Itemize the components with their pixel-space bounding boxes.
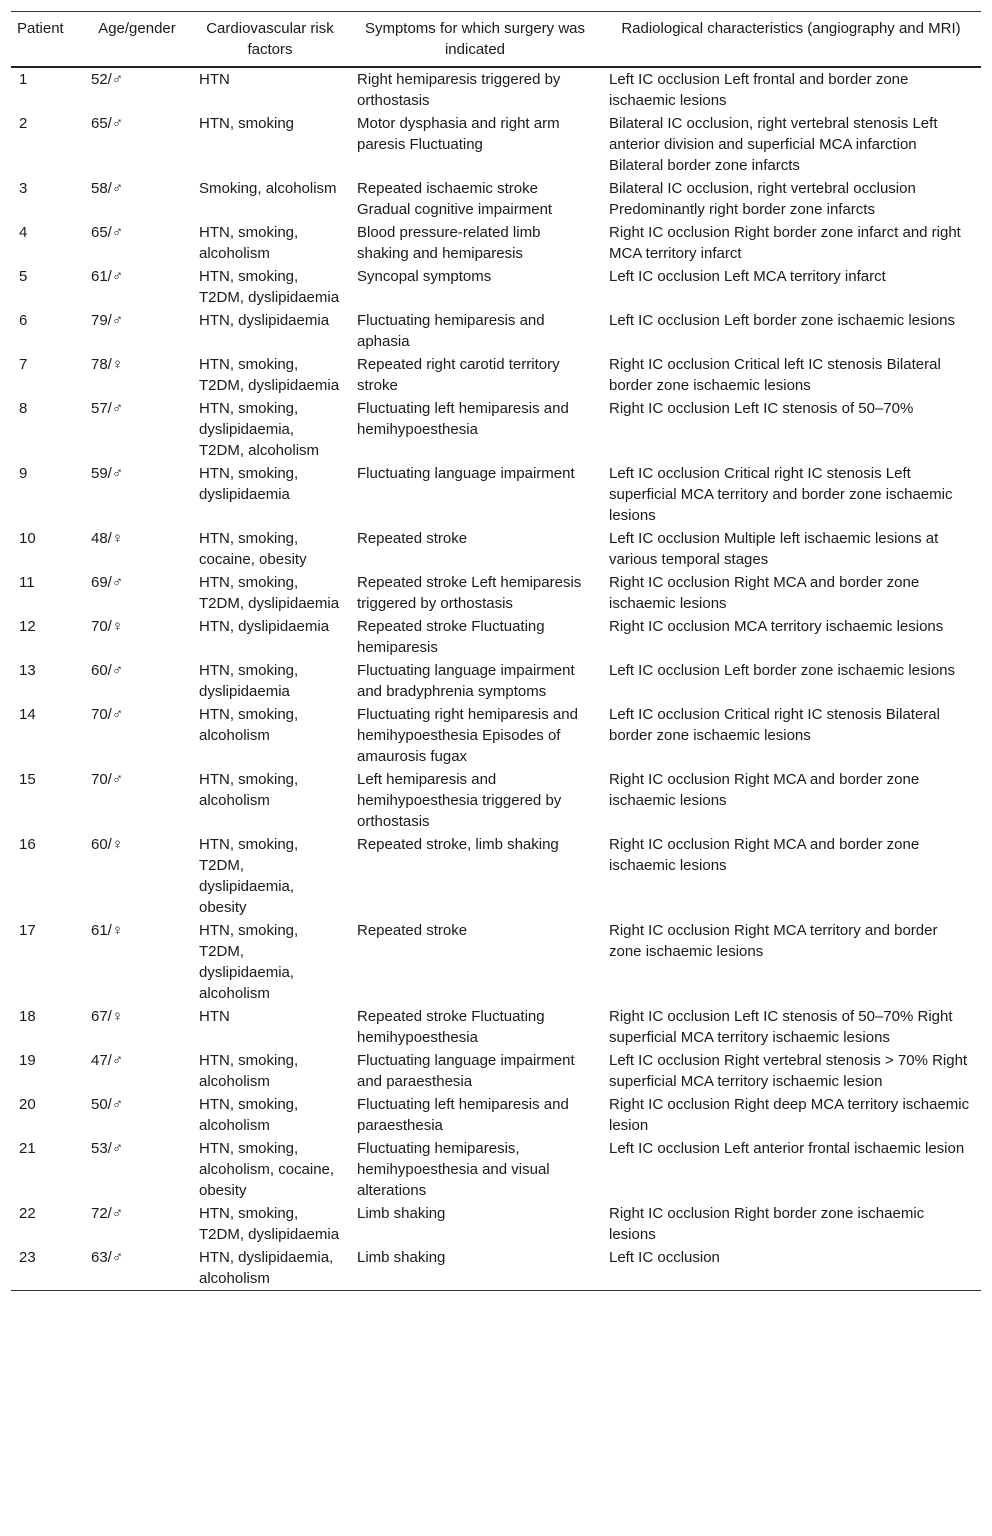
cell-radiology: Left IC occlusion Left border zone ischaemic lesions	[609, 312, 956, 329]
cell-radiology: Right IC occlusion Right deep MCA territory ischaemic lesion	[609, 1096, 970, 1134]
table-header	[11, 12, 981, 68]
cell-age-gender: 65/♂	[91, 224, 124, 241]
cell-risk-factors: HTN, smoking, alcoholism	[199, 771, 299, 809]
cell-age-gender: 69/♂	[91, 574, 124, 591]
cell-patient: 1	[19, 71, 28, 88]
cell-radiology: Bilateral IC occlusion, right vertebral stenosis Left anterior division and superficial MCA infarction Bilateral border zone infarcts	[609, 115, 938, 174]
cell-risk-factors: HTN, dyslipidaemia, alcoholism	[191, 1246, 349, 1291]
cell-risk-factors: HTN, smoking, dyslipidaemia, T2DM, alcoholism	[199, 400, 320, 459]
cell-symptoms: Repeated right carotid territory stroke	[357, 356, 560, 394]
cell-radiology: Right IC occlusion Critical left IC stenosis Bilateral border zone ischaemic lesions	[609, 356, 941, 394]
cell-symptoms: Limb shaking	[357, 1205, 446, 1222]
table-row	[11, 768, 981, 833]
cell-patient: 20	[19, 1096, 36, 1113]
cell-patient: 22	[19, 1205, 36, 1222]
cell-age-gender: 58/♂	[91, 180, 124, 197]
cell-risk-factors: HTN, dyslipidaemia	[199, 618, 330, 635]
table-container	[11, 11, 981, 1291]
table-row	[11, 919, 981, 1005]
cell-age-gender: 65/♂	[91, 115, 124, 132]
cell-age-gender: 61/♂	[91, 268, 124, 285]
cell-symptoms: Right hemiparesis triggered by orthostasis	[357, 71, 561, 109]
cell-patient: 10	[19, 530, 36, 547]
cell-radiology: Left IC occlusion Left MCA territory infarct	[609, 268, 886, 285]
table-body	[11, 67, 981, 1291]
cell-patient: 8	[19, 400, 28, 417]
cell-age-gender: 59/♂	[91, 465, 124, 482]
table-row	[11, 833, 981, 919]
table-row	[11, 309, 981, 353]
table-row	[11, 615, 981, 659]
cell-radiology: Left IC occlusion Multiple left ischaemic lesions at various temporal stages	[609, 530, 939, 568]
cell-risk-factors: Smoking, alcoholism	[199, 180, 337, 197]
cell-age-gender: 70/♂	[91, 771, 124, 788]
patients-table	[11, 11, 981, 1291]
cell-radiology: Left IC occlusion Left border zone ischaemic lesions	[609, 662, 956, 679]
table-row	[11, 67, 981, 112]
cell-patient: 2	[19, 115, 28, 132]
header-risk-factors: Cardiovascular risk factors	[191, 12, 349, 68]
cell-age-gender: 47/♂	[91, 1052, 124, 1069]
cell-symptoms: Syncopal symptoms	[357, 268, 492, 285]
cell-symptoms: Repeated ischaemic stroke Gradual cognitive impairment	[357, 180, 553, 218]
cell-symptoms: Fluctuating language impairment and bradyphrenia symptoms	[357, 662, 575, 700]
cell-radiology: Right IC occlusion Right MCA and border zone ischaemic lesions	[609, 574, 920, 612]
cell-risk-factors: HTN, smoking, alcoholism	[199, 1052, 299, 1090]
cell-symptoms: Repeated stroke	[357, 922, 468, 939]
cell-patient: 4	[19, 224, 28, 241]
cell-symptoms: Fluctuating language impairment and paraesthesia	[357, 1052, 575, 1090]
cell-risk-factors: HTN	[199, 71, 230, 88]
cell-symptoms: Motor dysphasia and right arm paresis Fluctuating	[357, 115, 560, 153]
table-row	[11, 1137, 981, 1202]
cell-radiology: Left IC occlusion	[601, 1246, 981, 1291]
cell-risk-factors: HTN, dyslipidaemia	[199, 312, 330, 329]
cell-risk-factors: HTN, smoking, dyslipidaemia	[199, 662, 299, 700]
cell-risk-factors: HTN, smoking, alcoholism	[199, 706, 299, 744]
table-row	[11, 177, 981, 221]
table-row	[11, 1005, 981, 1049]
cell-risk-factors: HTN, smoking, T2DM, dyslipidaemia, alcoholism	[199, 922, 299, 1002]
cell-risk-factors: HTN, smoking, dyslipidaemia	[199, 465, 299, 503]
cell-radiology: Bilateral IC occlusion, right vertebral occlusion Predominantly right border zone infarcts	[609, 180, 916, 218]
cell-symptoms: Repeated stroke Fluctuating hemiparesis	[357, 618, 545, 656]
cell-symptoms: Repeated stroke, limb shaking	[357, 836, 559, 853]
cell-symptoms: Left hemiparesis and hemihypoesthesia triggered by orthostasis	[357, 771, 562, 830]
cell-risk-factors: HTN, smoking, T2DM, dyslipidaemia	[199, 1205, 340, 1243]
cell-risk-factors: HTN, smoking, T2DM, dyslipidaemia	[199, 574, 340, 612]
cell-radiology: Right IC occlusion MCA territory ischaemic lesions	[609, 618, 944, 635]
cell-patient: 5	[19, 268, 28, 285]
cell-risk-factors: HTN, smoking	[199, 115, 295, 132]
cell-risk-factors: HTN, smoking, T2DM, dyslipidaemia	[199, 356, 340, 394]
cell-symptoms: Fluctuating hemiparesis and aphasia	[357, 312, 545, 350]
cell-symptoms: Fluctuating left hemiparesis and paraesthesia	[357, 1096, 569, 1134]
cell-patient: 9	[19, 465, 28, 482]
table-row	[11, 1049, 981, 1093]
cell-risk-factors: HTN, smoking, T2DM, dyslipidaemia, obesity	[199, 836, 299, 916]
cell-age-gender: 70/♀	[91, 618, 124, 635]
cell-age-gender: 63/♂	[83, 1246, 191, 1291]
cell-radiology: Right IC occlusion Right border zone ischaemic lesions	[609, 1205, 925, 1243]
cell-risk-factors: HTN, smoking, alcoholism, cocaine, obesity	[199, 1140, 335, 1199]
cell-patient: 14	[19, 706, 36, 723]
cell-risk-factors: HTN, smoking, alcoholism	[199, 224, 299, 262]
cell-age-gender: 48/♀	[91, 530, 124, 547]
cell-patient: 21	[19, 1140, 36, 1157]
cell-radiology: Left IC occlusion Right vertebral stenosis > 70% Right superficial MCA territory ischaemic lesion	[609, 1052, 968, 1090]
cell-radiology: Right IC occlusion Right MCA and border zone ischaemic lesions	[609, 836, 920, 874]
cell-radiology: Left IC occlusion Left frontal and border zone ischaemic lesions	[609, 71, 909, 109]
table-row	[11, 462, 981, 527]
cell-age-gender: 50/♂	[91, 1096, 124, 1113]
cell-patient: 19	[19, 1052, 36, 1069]
cell-patient: 17	[19, 922, 36, 939]
cell-symptoms: Repeated stroke	[357, 530, 468, 547]
cell-patient: 11	[19, 574, 35, 591]
cell-risk-factors: HTN	[199, 1008, 230, 1025]
cell-radiology: Left IC occlusion Critical right IC stenosis Bilateral border zone ischaemic lesions	[609, 706, 940, 744]
table-row	[11, 397, 981, 462]
table-row	[11, 1202, 981, 1246]
cell-age-gender: 53/♂	[91, 1140, 124, 1157]
cell-age-gender: 60/♂	[91, 662, 124, 679]
cell-patient: 6	[19, 312, 28, 329]
cell-age-gender: 52/♂	[91, 71, 124, 88]
cell-radiology: Right IC occlusion Left IC stenosis of 50–70%	[609, 400, 914, 417]
cell-risk-factors: HTN, smoking, cocaine, obesity	[199, 530, 307, 568]
table-row	[11, 527, 981, 571]
table-row	[11, 571, 981, 615]
cell-symptoms: Fluctuating left hemiparesis and hemihypoesthesia	[357, 400, 569, 438]
cell-radiology: Left IC occlusion Left anterior frontal ischaemic lesion	[609, 1140, 965, 1157]
cell-symptoms: Fluctuating hemiparesis, hemihypoesthesia and visual alterations	[357, 1140, 550, 1199]
cell-risk-factors: HTN, smoking, alcoholism	[199, 1096, 299, 1134]
cell-symptoms: Limb shaking	[349, 1246, 601, 1291]
cell-age-gender: 60/♀	[91, 836, 124, 853]
header-age-gender: Age/gender	[83, 12, 191, 68]
table-row	[11, 703, 981, 768]
table-row	[11, 112, 981, 177]
cell-age-gender: 67/♀	[91, 1008, 124, 1025]
cell-radiology: Right IC occlusion Right border zone infarct and right MCA territory infarct	[609, 224, 961, 262]
header-radiology: Radiological characteristics (angiography and MRI)	[601, 12, 981, 68]
header-row	[11, 12, 981, 68]
cell-patient: 3	[19, 180, 28, 197]
header-symptoms: Symptoms for which surgery was indicated	[349, 12, 601, 68]
cell-radiology: Left IC occlusion Critical right IC stenosis Left superficial MCA territory and border zone ischaemic lesions	[609, 465, 953, 524]
table-row	[11, 265, 981, 309]
cell-age-gender: 57/♂	[91, 400, 124, 417]
cell-patient: 12	[19, 618, 36, 635]
cell-patient: 18	[19, 1008, 36, 1025]
cell-symptoms: Fluctuating right hemiparesis and hemihypoesthesia Episodes of amaurosis fugax	[357, 706, 578, 765]
cell-age-gender: 79/♂	[91, 312, 124, 329]
cell-age-gender: 70/♂	[91, 706, 124, 723]
table-row	[11, 221, 981, 265]
cell-radiology: Right IC occlusion Right MCA territory and border zone ischaemic lesions	[609, 922, 938, 960]
cell-patient: 23	[11, 1246, 83, 1291]
cell-age-gender: 72/♂	[91, 1205, 124, 1222]
cell-radiology: Right IC occlusion Left IC stenosis of 50–70% Right superficial MCA territory ischaemic lesions	[609, 1008, 953, 1046]
table-row	[11, 1093, 981, 1137]
cell-symptoms: Repeated stroke Left hemiparesis triggered by orthostasis	[357, 574, 582, 612]
cell-symptoms: Blood pressure-related limb shaking and hemiparesis	[357, 224, 541, 262]
cell-patient: 13	[19, 662, 36, 679]
table-row	[11, 353, 981, 397]
header-patient: Patient	[11, 12, 83, 68]
cell-age-gender: 61/♀	[91, 922, 124, 939]
cell-risk-factors: HTN, smoking, T2DM, dyslipidaemia	[199, 268, 340, 306]
cell-symptoms: Fluctuating language impairment	[357, 465, 575, 482]
cell-patient: 7	[19, 356, 28, 373]
cell-patient: 16	[19, 836, 36, 853]
table-row	[11, 1246, 981, 1291]
table-row	[11, 659, 981, 703]
cell-patient: 15	[19, 771, 36, 788]
cell-radiology: Right IC occlusion Right MCA and border zone ischaemic lesions	[609, 771, 920, 809]
cell-age-gender: 78/♀	[91, 356, 124, 373]
cell-symptoms: Repeated stroke Fluctuating hemihypoesthesia	[357, 1008, 545, 1046]
